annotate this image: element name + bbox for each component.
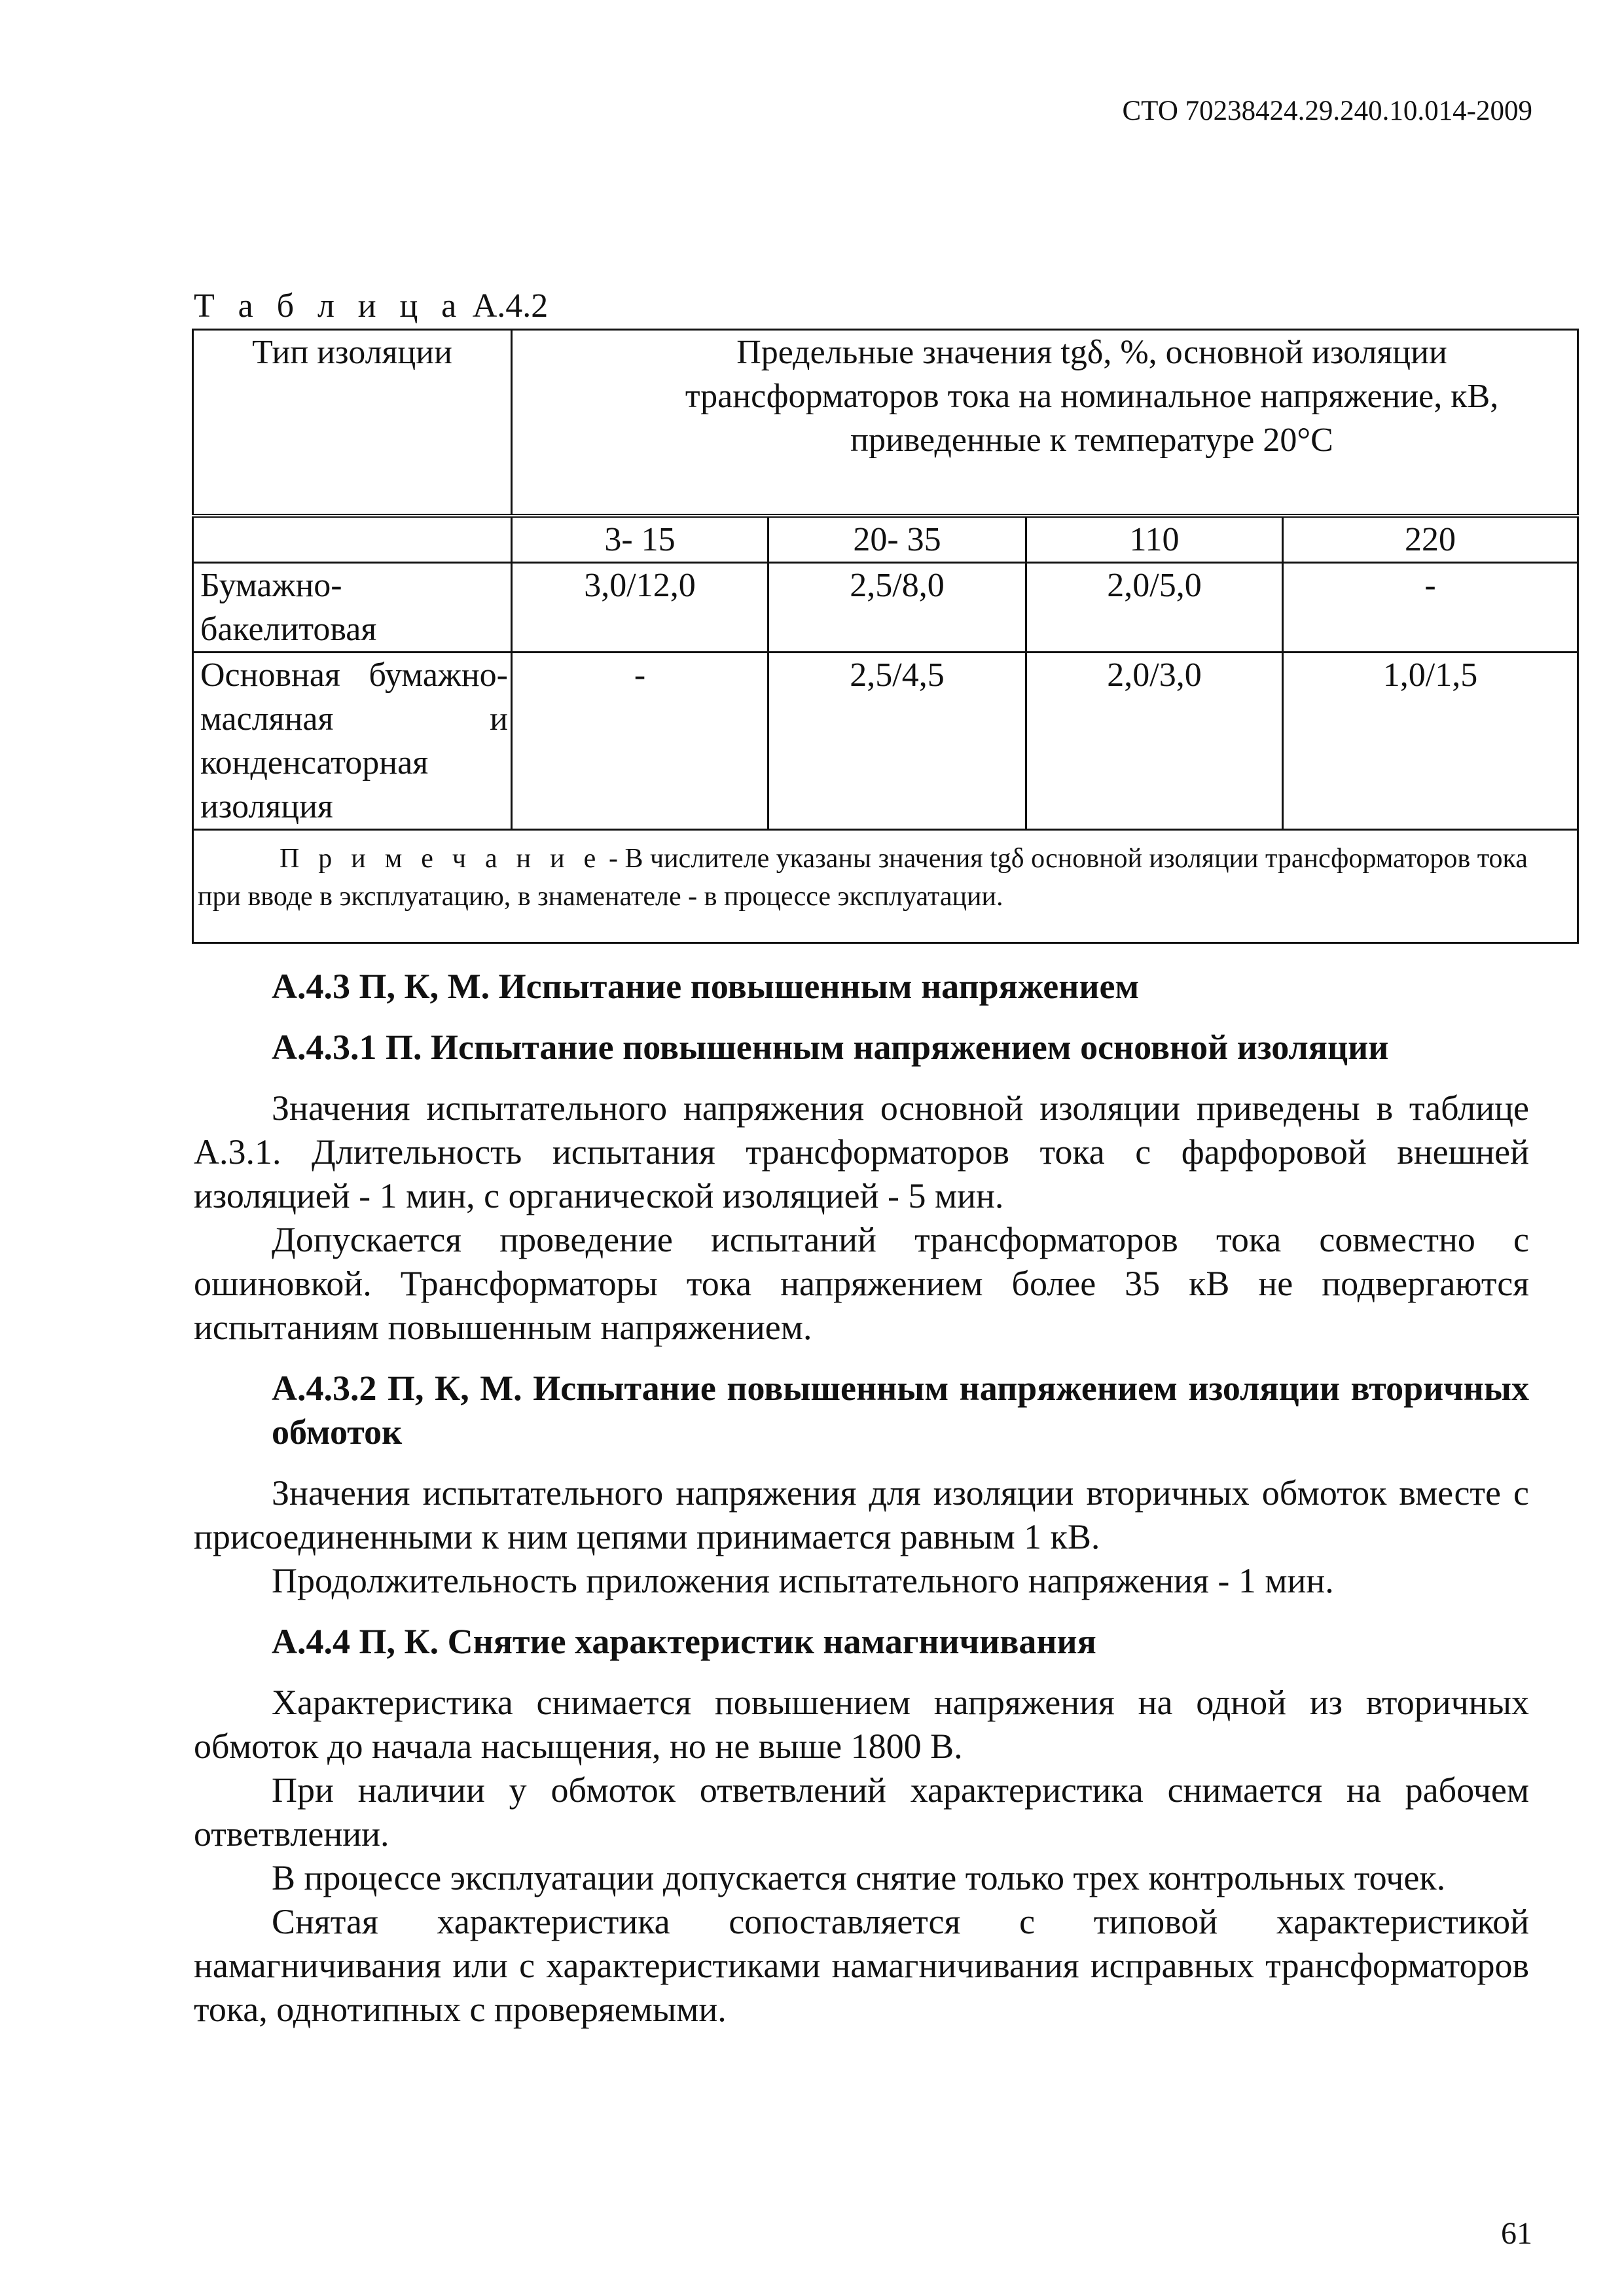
paragraph: При наличии у обмоток ответвлений характеристика снимается на рабочем ответвлении. <box>194 1770 1529 1854</box>
note-text: - В числителе указаны значения tgδ основной изоляции трансформаторов тока при вводе в эксплуатацию, в знаменателе - в процессе эксплуатации. <box>198 844 1528 912</box>
paragraph: Снятая характеристика сопоставляется с типовой характеристикой намагничивания или с характеристиками намагничивания исправных трансформаторов тока, однотипных с проверяемыми. <box>194 1902 1529 2029</box>
row-value: 2,0/3,0 <box>1026 653 1283 830</box>
voltage-col-4: 220 <box>1283 516 1578 563</box>
paragraph: Характеристика снимается повышением напряжения на одной из вторичных обмоток до начала насыщения, но не выше 1800 В. <box>194 1683 1529 1766</box>
table-caption-label: Т а б л и ц а <box>194 287 464 325</box>
row-value: 3,0/12,0 <box>512 563 768 653</box>
table-row <box>193 563 1578 653</box>
section-heading: А.4.4 П, К. Снятие характеристик намагничивания <box>272 1622 1096 1661</box>
table-caption-number: А.4.2 <box>472 287 549 325</box>
voltage-col-2: 20- 35 <box>768 516 1026 563</box>
row-value: 2,0/5,0 <box>1026 563 1283 653</box>
header-limit-values: Предельные значения tgδ, %, основной изоляции трансформаторов тока на номинальное напряжение, кВ, приведенные к температуре 20°С <box>512 330 1578 516</box>
row-value: - <box>1283 563 1578 653</box>
paragraph: Значения испытательного напряжения основной изоляции приведены в таблице А.3.1. Длительность испытания трансформаторов тока с фарфоровой внешней изоляцией - 1 мин, с органической изоляцией - 5 мин. <box>194 1088 1529 1215</box>
row-value: 1,0/1,5 <box>1283 653 1578 830</box>
paragraph: В процессе эксплуатации допускается снятие только трех контрольных точек. <box>272 1858 1446 1897</box>
table-caption <box>194 287 548 325</box>
table-note <box>193 830 1578 943</box>
voltage-row-blank <box>193 516 512 563</box>
row-insulation-type: Бумажно-бакелитовая <box>193 563 512 653</box>
section-heading: А.4.3 П, К, М. Испытание повышенным напряжением <box>272 967 1140 1006</box>
section-heading: А.4.3.1 П. Испытание повышенным напряжением основной изоляции <box>272 1028 1389 1067</box>
paragraph: Продолжительность приложения испытательного напряжения - 1 мин. <box>272 1561 1334 1600</box>
main-content <box>194 965 1529 2032</box>
voltage-col-3: 110 <box>1026 516 1283 563</box>
page-number: 61 <box>1501 2216 1532 2251</box>
insulation-limits-table <box>192 329 1579 944</box>
section-heading: А.4.3.2 П, К, М. Испытание повышенным напряжением изоляции вторичных обмоток <box>272 1369 1529 1452</box>
row-value: 2,5/8,0 <box>768 563 1026 653</box>
table-note-row <box>193 830 1578 943</box>
table-header-row <box>193 330 1578 516</box>
voltage-row <box>193 516 1578 563</box>
row-value: - <box>512 653 768 830</box>
paragraph: Значения испытательного напряжения для изоляции вторичных обмоток вместе с присоединенными к ним цепями принимается равным 1 кВ. <box>194 1473 1529 1556</box>
voltage-col-1: 3- 15 <box>512 516 768 563</box>
paragraph: Допускается проведение испытаний трансформаторов тока совместно с ошиновкой. Трансформаторы тока напряжением более 35 кВ не подвергаются испытаниям повышенным напряжением. <box>194 1220 1529 1347</box>
row-value: 2,5/4,5 <box>768 653 1026 830</box>
document-code: СТО 70238424.29.240.10.014-2009 <box>1122 96 1532 126</box>
row-insulation-type: Основная бумажно- масляная и конденсаторная изоляция <box>193 653 512 830</box>
note-label: П р и м е ч а н и е <box>280 844 602 874</box>
header-insulation-type: Тип изоляции <box>193 330 512 516</box>
table-row <box>193 653 1578 830</box>
